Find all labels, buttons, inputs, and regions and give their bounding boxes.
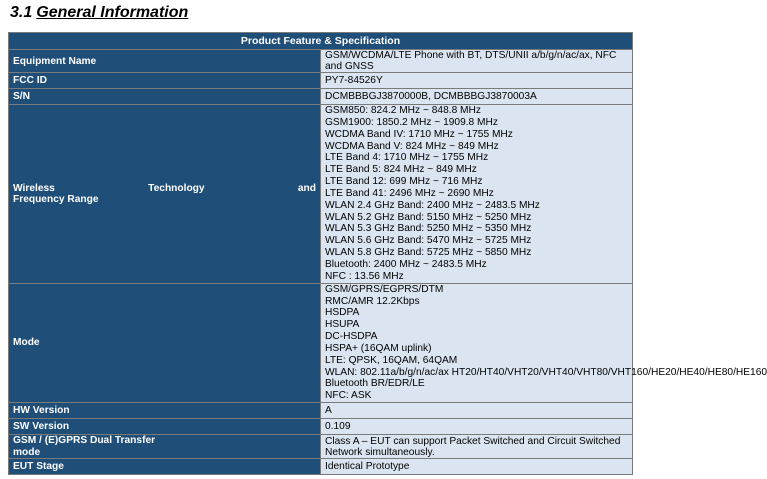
list-item: Bluetooth: 2400 MHz ~ 2483.5 MHz <box>325 258 487 270</box>
row-value: 0.109 <box>321 419 633 435</box>
row-value: A <box>321 403 633 419</box>
list-item: LTE Band 4: 1710 MHz ~ 1755 MHz <box>325 152 489 164</box>
table-row <box>9 105 633 284</box>
row-label: HW Version <box>9 403 321 419</box>
list-item: WLAN 5.2 GHz Band: 5150 MHz ~ 5250 MHz <box>325 211 532 223</box>
list-item: LTE Band 5: 824 MHz ~ 849 MHz <box>325 164 477 176</box>
table-header: Product Feature & Specification <box>9 33 633 50</box>
list-item: NFC : 13.56 MHz <box>325 270 404 282</box>
list-item: GSM/GPRS/EGPRS/DTM <box>325 283 444 295</box>
list-item: DC-HSDPA <box>325 331 378 343</box>
row-value <box>321 105 633 284</box>
table-row <box>9 403 633 419</box>
list-item: WLAN 5.8 GHz Band: 5725 MHz ~ 5850 MHz <box>325 247 532 259</box>
row-value: Identical Prototype <box>321 459 633 475</box>
list-item: GSM1900: 1850.2 MHz ~ 1909.8 MHz <box>325 116 498 128</box>
list-item: WCDMA Band V: 824 MHz ~ 849 MHz <box>325 140 499 152</box>
row-label: SW Version <box>9 419 321 435</box>
section-heading <box>10 4 188 22</box>
list-item: WCDMA Band IV: 1710 MHz ~ 1755 MHz <box>325 128 513 140</box>
row-value <box>321 283 767 402</box>
table-row <box>9 459 633 475</box>
list-item: WLAN 2.4 GHz Band: 2400 MHz ~ 2483.5 MHz <box>325 199 540 211</box>
spec-table <box>8 32 767 475</box>
list-item: GSM850: 824.2 MHz ~ 848.8 MHz <box>325 105 481 116</box>
table-row <box>9 419 633 435</box>
label-line: Frequency Range <box>13 193 99 205</box>
row-label: Mode <box>9 283 321 402</box>
list-item: Bluetooth BR/EDR/LE <box>325 378 425 390</box>
list-item: HSUPA <box>325 319 360 331</box>
row-label: S/N <box>9 89 321 105</box>
table-row <box>9 283 633 402</box>
table-row <box>9 89 633 105</box>
row-value: PY7-84526Y <box>321 73 633 89</box>
list-item: WLAN 5.6 GHz Band: 5470 MHz ~ 5725 MHz <box>325 235 532 247</box>
table-row <box>9 73 633 89</box>
row-label <box>9 435 321 459</box>
list-item: WLAN 5.3 GHz Band: 5250 MHz ~ 5350 MHz <box>325 223 532 235</box>
row-value: GSM/WCDMA/LTE Phone with BT, DTS/UNII a/b/g/n/ac/ax, NFC and GNSS <box>321 50 633 73</box>
row-value: DCMBBBGJ3870000B, DCMBBBGJ3870003A <box>321 89 633 105</box>
row-label <box>9 105 321 284</box>
section-number: 3.1 <box>10 4 33 21</box>
table-row <box>9 50 633 73</box>
list-item: LTE: QPSK, 16QAM, 64QAM <box>325 354 458 366</box>
label-line: mode <box>13 446 41 458</box>
row-label: FCC ID <box>9 73 321 89</box>
row-label: Equipment Name <box>9 50 321 73</box>
list-item: RMC/AMR 12.2Kbps <box>325 295 420 307</box>
list-item: LTE Band 12: 699 MHz ~ 716 MHz <box>325 176 483 188</box>
label-line: Wireless Technology and <box>13 182 316 194</box>
section-title: General Information <box>36 4 189 21</box>
label-line: GSM / (E)GPRS Dual Transfer <box>13 435 156 447</box>
list-item: HSDPA <box>325 307 360 319</box>
row-label: EUT Stage <box>9 459 321 475</box>
list-item: NFC: ASK <box>325 390 372 402</box>
table-row <box>9 435 633 459</box>
list-item: HSPA+ (16QAM uplink) <box>325 342 432 354</box>
list-item: LTE Band 41: 2496 MHz ~ 2690 MHz <box>325 187 494 199</box>
row-value: Class A – EUT can support Packet Switched and Circuit Switched Network simultaneously. <box>321 435 633 459</box>
list-item: WLAN: 802.11a/b/g/n/ac/ax HT20/HT40/VHT20/VHT40/VHT80/VHT160/HE20/HE40/HE80/HE160 <box>325 366 767 378</box>
